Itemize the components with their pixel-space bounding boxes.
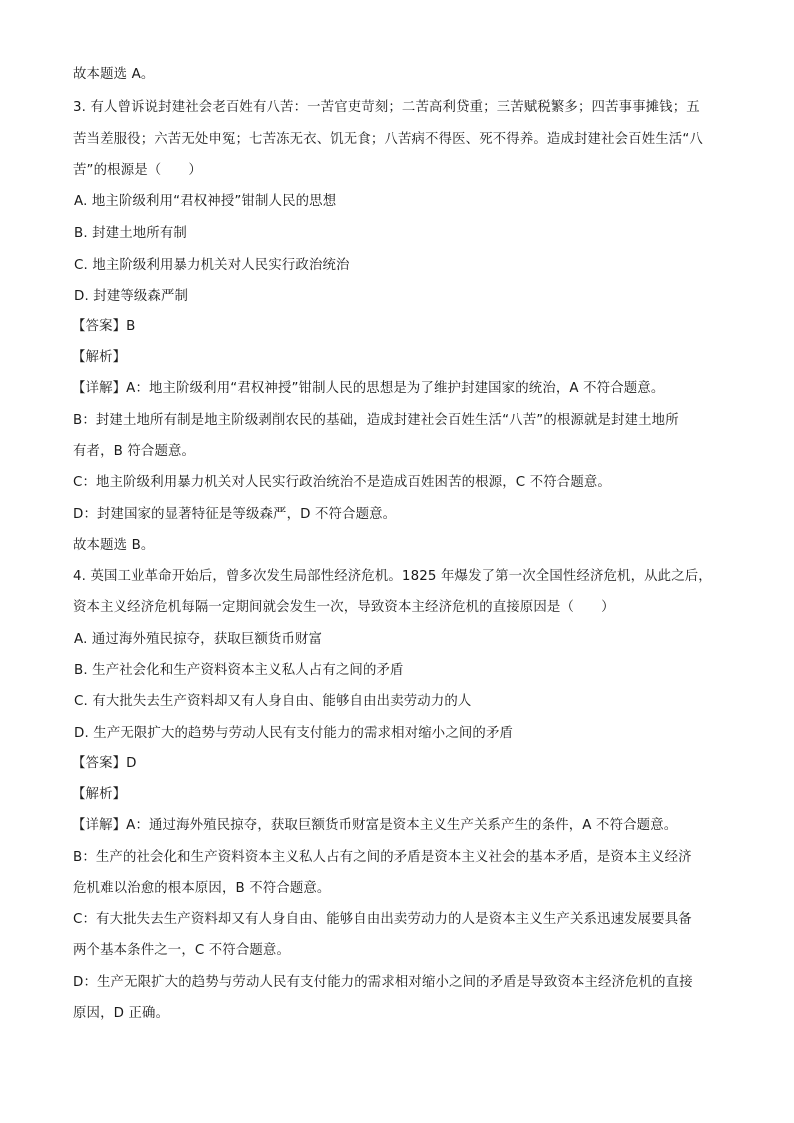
option-a: A. 地主阶级利用“君权神授”钳制人民的思想: [74, 194, 337, 209]
option-d: D. 生产无限扩大的趋势与劳动人民有支付能力的需求相对缩小之间的矛盾: [74, 726, 514, 741]
option-b: B. 生产社会化和生产资料资本主义私人占有之间的矛盾: [74, 663, 404, 678]
option-c: C. 地主阶级利用暴力机关对人民实行政治统治: [74, 258, 350, 273]
analysis-label: 【解析】: [72, 787, 127, 802]
option-d: D. 封建等级森严制: [74, 289, 189, 304]
question-3-line-2: 苦当差服役；六苦无处申冤；七苦冻无衣、饥无食；八苦病不得医、死不得养。造成封建社会百姓生活“八: [73, 132, 703, 147]
analysis-label: 【解析】: [72, 350, 127, 365]
option-a: A. 通过海外殖民掠夺，获取巨额货币财富: [74, 632, 323, 647]
question-3-line-1: 3. 有人曾诉说封建社会老百姓有八苦：一苦官吏苛刻；二苦高利贷重；三苦赋税繁多；四苦事事摊钱；五: [73, 100, 700, 115]
answer-label: 【答案】D: [72, 756, 137, 771]
question-4-line-2: 资本主义经济危机每隔一定期间就会发生一次，导致资本主经济危机的直接原因是（ ）: [73, 600, 615, 615]
explanation-line: C：地主阶级利用暴力机关对人民实行政治统治不是造成百姓困苦的根源，C 不符合题意。: [73, 475, 611, 490]
explanation-line: 危机难以治愈的根本原因，B 不符合题意。: [73, 881, 331, 896]
explanation-line: D：生产无限扩大的趋势与劳动人民有支付能力的需求相对缩小之间的矛盾是导致资本主经济危机的直接: [73, 975, 693, 990]
conclusion-line: 故本题选 B。: [73, 538, 155, 553]
explanation-line: 两个基本条件之一，C 不符合题意。: [73, 943, 291, 958]
explanation-line: B：生产的社会化和生产资料资本主义私人占有之间的矛盾是资本主义社会的基本矛盾，是资本主义经济: [73, 850, 692, 865]
explanation-line: C：有大批失去生产资料却又有人身自由、能够自由出卖劳动力的人是资本主义生产关系迅速发展要具备: [73, 912, 692, 927]
explanation-line: B：封建土地所有制是地主阶级剥削农民的基础，造成封建社会百姓生活“八苦”的根源就是封建土地所: [73, 413, 679, 428]
explanation-line: D：封建国家的显著特征是等级森严，D 不符合题意。: [73, 507, 397, 522]
explanation-line: 【详解】A：通过海外殖民掠夺，获取巨额货币财富是资本主义生产关系产生的条件，A 不符合题意。: [72, 818, 678, 833]
text-line: 故本题选 A。: [73, 67, 155, 82]
answer-label: 【答案】B: [72, 319, 136, 334]
option-c: C. 有大批失去生产资料却又有人身自由、能够自由出卖劳动力的人: [74, 694, 472, 709]
option-b: B. 封建土地所有制: [74, 226, 187, 241]
question-3-line-3: 苦”的根源是（ ）: [73, 163, 202, 178]
explanation-line: 【详解】A：地主阶级利用“君权神授”钳制人民的思想是为了维护封建国家的统治，A 不符合题意。: [72, 381, 665, 396]
explanation-line: 原因，D 正确。: [73, 1006, 170, 1021]
question-4-line-1: 4. 英国工业革命开始后，曾多次发生局部性经济危机。1825 年爆发了第一次全国性经济危机，从此之后，: [73, 569, 712, 584]
explanation-line: 有者，B 符合题意。: [73, 444, 196, 459]
